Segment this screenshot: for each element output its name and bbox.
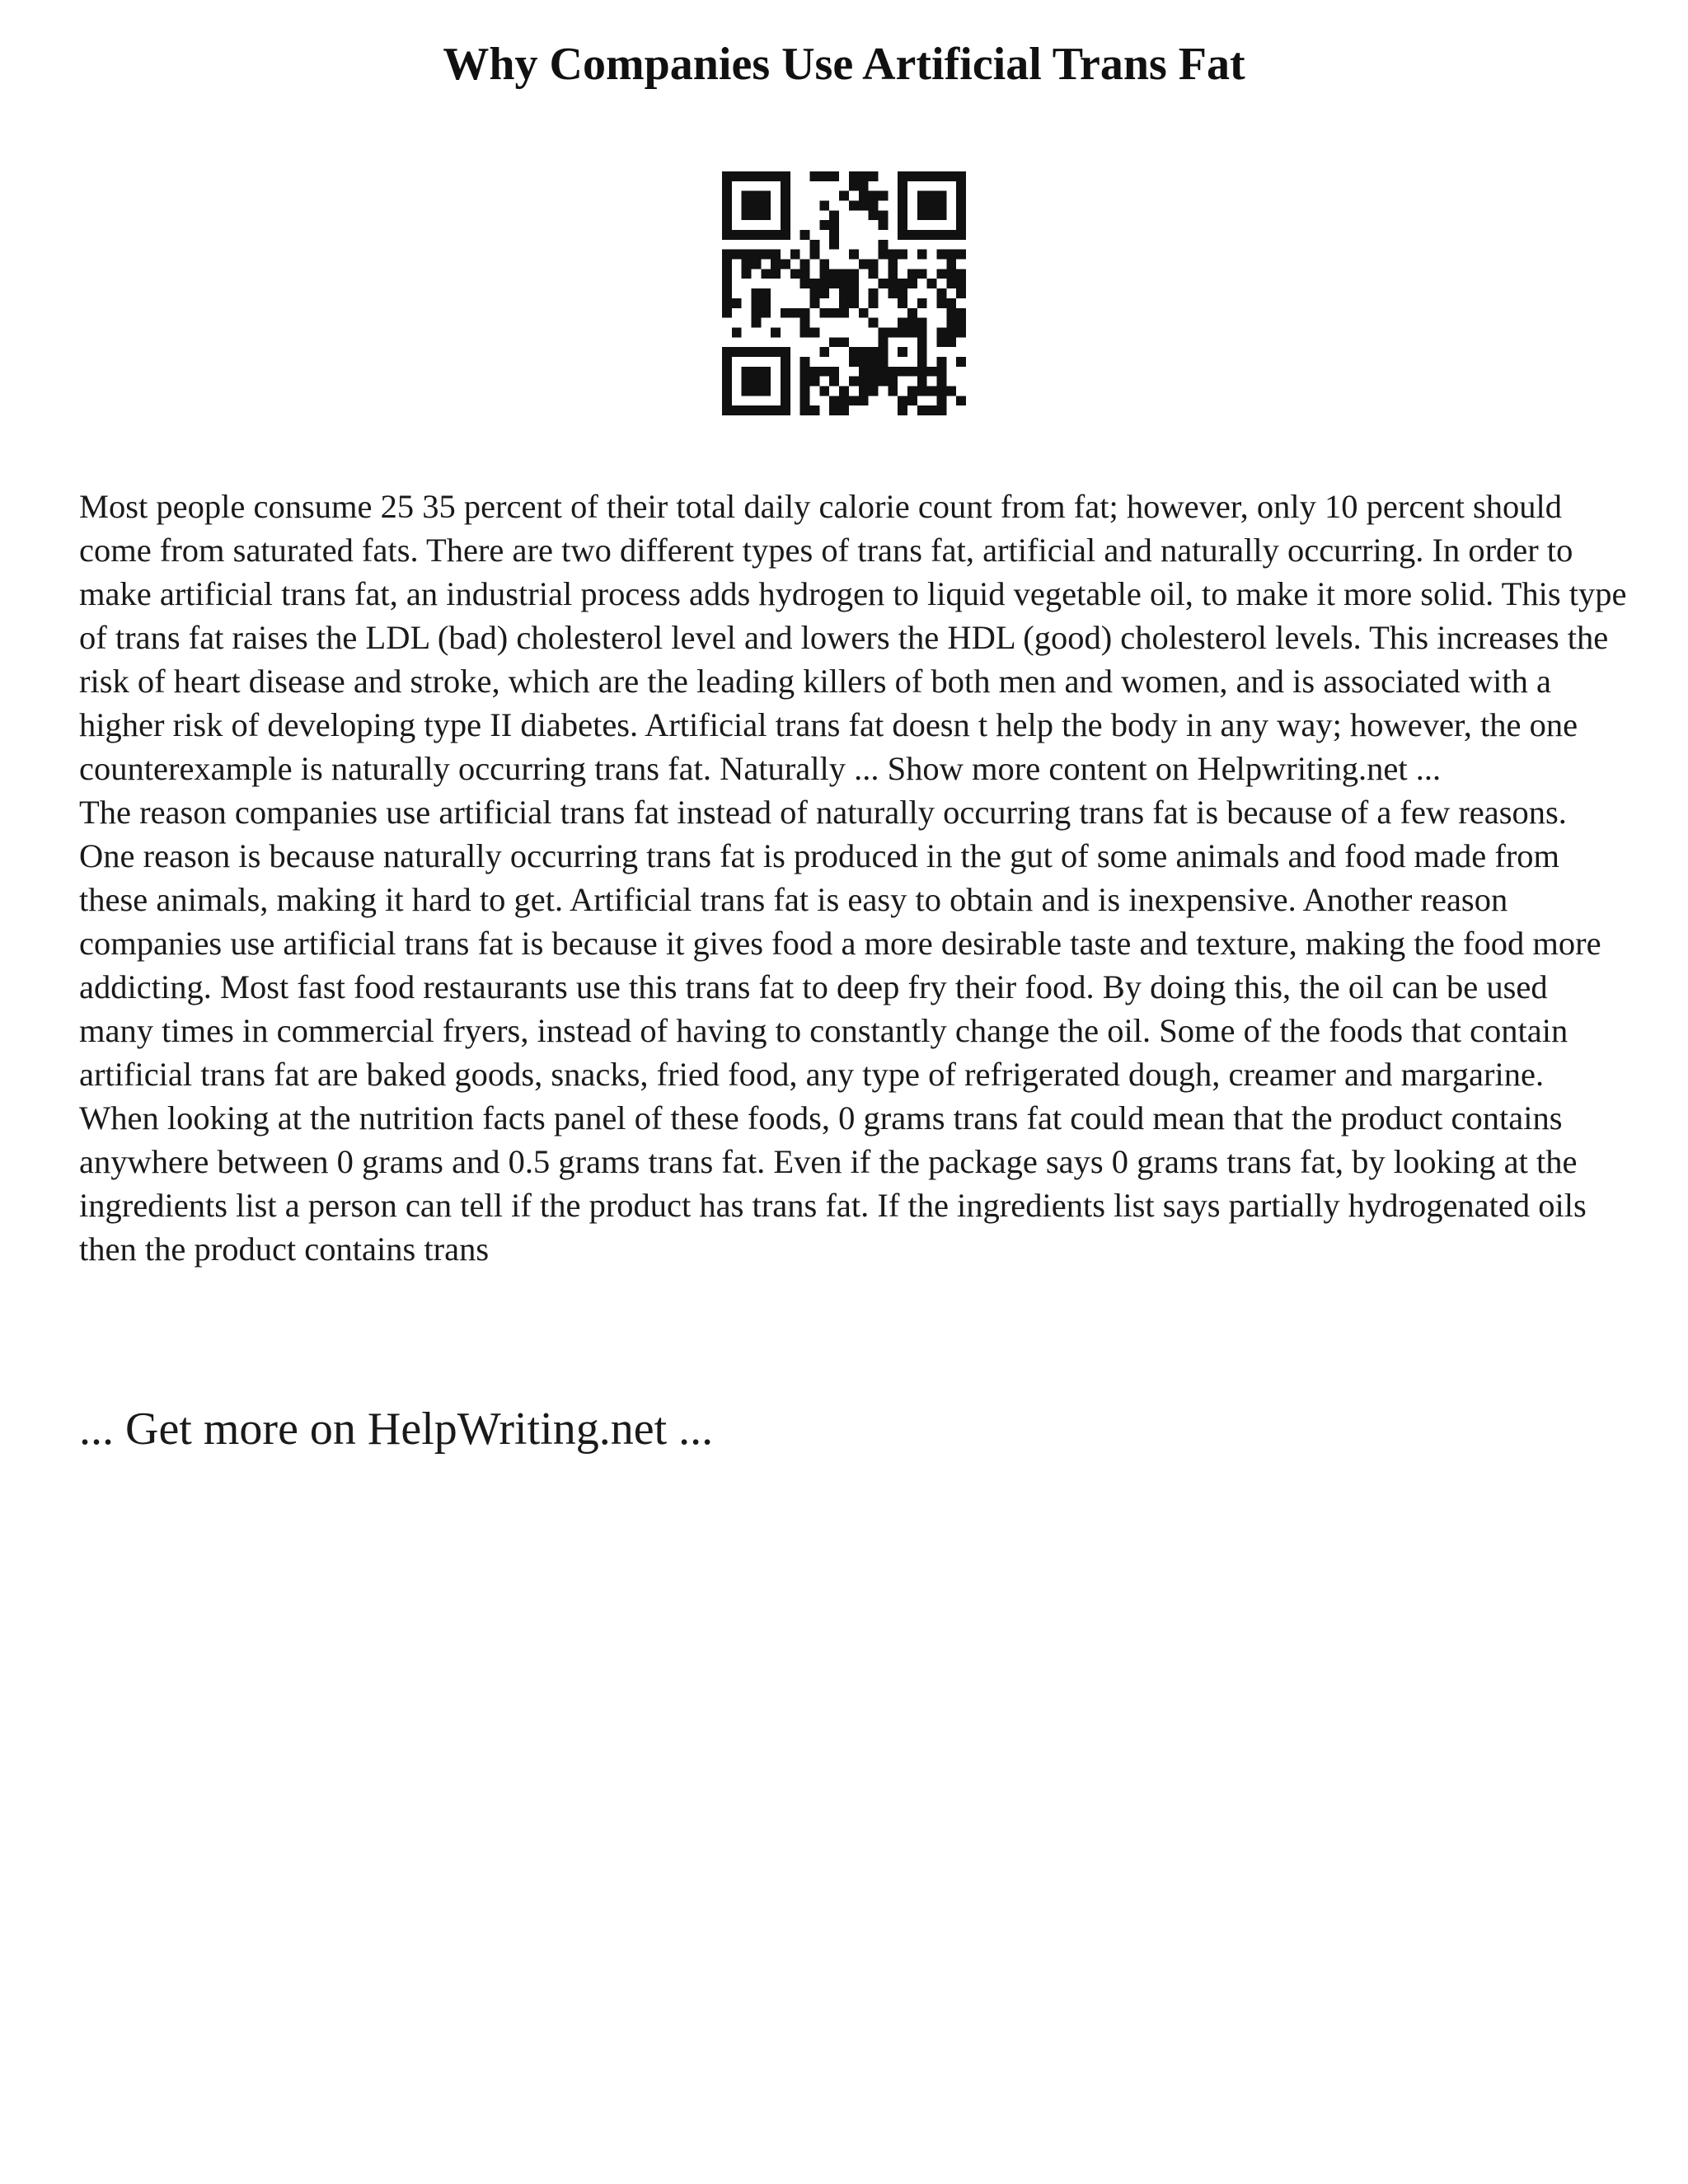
page-title: Why Companies Use Artificial Trans Fat <box>443 39 1245 90</box>
qr-module <box>819 269 829 279</box>
qr-module <box>829 240 839 250</box>
qr-module <box>936 396 946 405</box>
qr-module <box>859 386 869 396</box>
qr-module <box>752 288 762 298</box>
qr-module <box>722 288 732 298</box>
qr-module <box>917 405 927 415</box>
qr-module <box>917 298 927 308</box>
qr-module <box>888 377 898 387</box>
qr-module <box>917 386 927 396</box>
qr-module <box>869 171 879 181</box>
qr-module <box>878 377 888 387</box>
qr-alignment-core <box>898 347 907 357</box>
qr-module <box>810 288 820 298</box>
qr-module <box>761 298 771 308</box>
qr-module <box>829 220 839 230</box>
qr-module <box>819 220 829 230</box>
qr-module <box>839 396 849 405</box>
qr-module <box>810 367 820 377</box>
qr-module <box>829 171 839 181</box>
qr-module <box>829 269 839 279</box>
qr-module <box>907 396 917 405</box>
qr-module <box>752 318 762 328</box>
qr-module <box>810 377 820 387</box>
qr-module <box>859 201 869 211</box>
qr-module <box>907 269 917 279</box>
qr-module <box>956 308 966 318</box>
qr-module <box>859 191 869 201</box>
qr-module <box>936 298 946 308</box>
qr-module <box>956 269 966 279</box>
qr-module <box>859 357 869 367</box>
qr-module <box>800 377 810 387</box>
qr-module <box>829 367 839 377</box>
qr-module <box>849 279 859 288</box>
qr-module <box>888 269 898 279</box>
qr-module <box>869 377 879 387</box>
qr-module <box>800 327 810 337</box>
get-more-link[interactable]: ... Get more on HelpWriting.net ... <box>79 1404 714 1455</box>
qr-module <box>956 250 966 260</box>
qr-module <box>859 171 869 181</box>
qr-module <box>869 298 879 308</box>
qr-module <box>878 240 888 250</box>
qr-module <box>869 260 879 269</box>
qr-module <box>936 288 946 298</box>
qr-code-graphic <box>722 171 966 415</box>
article-paragraph: The reason companies use artificial trans fat instead of naturally occurring trans fat is because of a few reasons. One reason is because naturally occurring trans fat is produced in the gut of some animals and food made from these animals, making it hard to get. Artificial trans fat is easy to obtain and is inexpensive. Another reason companies use artificial trans fat is because it gives food a more desirable taste and texture, making the food more addicting. Most fast food restaurants use this trans fat to deep fry their food. By doing this, the oil can be used many times in commercial fryers, instead of having to constantly change the oil. Some of the foods that contain artificial trans fat are baked goods, snacks, fried food, any type of refrigerated dough, creamer and margarine. When looking at the nutrition facts panel of these foods, 0 grams trans fat could mean that the product contains anywhere between 0 grams and 0.5 grams trans fat. Even if the package says 0 grams trans fat, by looking at the ingredients list a person can tell if the product has trans fat. If the ingredients list says partially hydrogenated oils then the product contains trans <box>79 794 1601 1268</box>
qr-module <box>927 405 937 415</box>
qr-module <box>722 269 732 279</box>
qr-module <box>956 279 966 288</box>
qr-finder-core <box>917 191 947 221</box>
qr-module <box>898 279 907 288</box>
qr-module <box>722 298 732 308</box>
qr-module <box>752 250 762 260</box>
qr-module <box>898 405 907 415</box>
qr-module <box>849 288 859 298</box>
qr-module <box>956 357 966 367</box>
qr-module <box>946 269 956 279</box>
qr-module <box>907 279 917 288</box>
qr-module <box>810 327 820 337</box>
qr-module <box>849 357 859 367</box>
qr-module <box>946 327 956 337</box>
qr-module <box>898 396 907 405</box>
qr-module <box>869 318 879 328</box>
qr-module <box>810 405 820 415</box>
qr-module <box>907 308 917 318</box>
qr-module <box>829 405 839 415</box>
qr-code-icon <box>722 171 966 415</box>
qr-module <box>869 386 879 396</box>
qr-module <box>936 327 946 337</box>
qr-module <box>956 396 966 405</box>
qr-module <box>771 327 781 337</box>
qr-module <box>819 308 829 318</box>
qr-module <box>800 308 810 318</box>
qr-module <box>819 260 829 269</box>
qr-module <box>869 357 879 367</box>
qr-module <box>819 171 829 181</box>
qr-module <box>898 318 907 328</box>
qr-module <box>849 201 859 211</box>
qr-module <box>849 269 859 279</box>
qr-module <box>849 181 859 191</box>
qr-module <box>839 288 849 298</box>
qr-module <box>790 269 800 279</box>
qr-module <box>742 260 752 269</box>
qr-module <box>761 288 771 298</box>
qr-module <box>839 298 849 308</box>
qr-module <box>849 396 859 405</box>
qr-module <box>800 357 810 367</box>
qr-module <box>956 327 966 337</box>
qr-module <box>869 191 879 201</box>
qr-module <box>859 308 869 318</box>
qr-module <box>936 250 946 260</box>
qr-module <box>849 250 859 260</box>
qr-module <box>732 298 742 308</box>
qr-module <box>829 308 839 318</box>
qr-module <box>810 279 820 288</box>
qr-module <box>859 367 869 377</box>
article-body <box>79 485 1629 1271</box>
qr-module <box>936 367 946 377</box>
qr-module <box>936 337 946 347</box>
qr-module <box>878 279 888 288</box>
qr-module <box>888 250 898 260</box>
qr-module <box>819 279 829 288</box>
qr-module <box>946 386 956 396</box>
qr-module <box>859 396 869 405</box>
qr-module <box>859 347 869 357</box>
qr-module <box>869 201 879 211</box>
qr-module <box>771 260 781 269</box>
qr-finder-core <box>742 191 771 221</box>
qr-module <box>888 260 898 269</box>
qr-module <box>819 367 829 377</box>
qr-module <box>888 288 898 298</box>
qr-module <box>829 210 839 220</box>
qr-module <box>800 386 810 396</box>
qr-module <box>869 347 879 357</box>
qr-module <box>936 357 946 367</box>
qr-module <box>878 210 888 220</box>
qr-module <box>732 250 742 260</box>
qr-module <box>849 171 859 181</box>
qr-module <box>800 230 810 240</box>
qr-module <box>722 260 732 269</box>
qr-module <box>819 288 829 298</box>
qr-module <box>927 367 937 377</box>
qr-module <box>888 279 898 288</box>
qr-module <box>790 308 800 318</box>
qr-module <box>878 191 888 201</box>
qr-module <box>829 230 839 240</box>
qr-module <box>956 288 966 298</box>
qr-module <box>839 191 849 201</box>
qr-module <box>917 318 927 328</box>
qr-module <box>761 269 771 279</box>
qr-module <box>800 367 810 377</box>
qr-module <box>859 377 869 387</box>
qr-module <box>927 279 937 288</box>
qr-module <box>936 386 946 396</box>
qr-module <box>829 279 839 288</box>
qr-module <box>869 367 879 377</box>
qr-module <box>790 250 800 260</box>
qr-module <box>819 201 829 211</box>
qr-module <box>771 269 781 279</box>
qr-module <box>771 250 781 260</box>
qr-module <box>927 386 937 396</box>
qr-module <box>869 288 879 298</box>
qr-module <box>761 308 771 318</box>
qr-module <box>898 250 907 260</box>
qr-module <box>849 347 859 357</box>
qr-module <box>781 260 790 269</box>
qr-module <box>936 377 946 387</box>
qr-module <box>946 318 956 328</box>
qr-module <box>752 260 762 269</box>
qr-module <box>869 269 879 279</box>
qr-module <box>878 220 888 230</box>
qr-module <box>849 377 859 387</box>
qr-module <box>946 337 956 347</box>
qr-module <box>752 298 762 308</box>
qr-module <box>839 308 849 318</box>
article-paragraph: Most people consume 25 35 percent of their total daily calorie count from fat; however, only 10 percent should come from saturated fats. There are two different types of trans fat, artificial and naturally occurring. In order to make artificial trans fat, an industrial process adds hydrogen to liquid vegetable oil, to make it more solid. This type of trans fat raises the LDL (bad) cholesterol level and lowers the HDL (good) cholesterol levels. This increases the risk of heart disease and stroke, which are the leading killers of both men and women, and is associated with a higher risk of developing type II diabetes. Artificial trans fat doesn t help the body in any way; however, the one counterexample is naturally occurring trans fat. Naturally ... Show more content on Helpwriting.net ... <box>79 488 1627 787</box>
qr-module <box>839 269 849 279</box>
qr-module <box>810 171 820 181</box>
qr-module <box>936 405 946 415</box>
qr-finder-core <box>742 367 771 396</box>
qr-module <box>829 377 839 387</box>
qr-module <box>946 279 956 288</box>
qr-module <box>800 318 810 328</box>
qr-module <box>898 288 907 298</box>
qr-module <box>800 260 810 269</box>
qr-module <box>800 405 810 415</box>
qr-module <box>742 269 752 279</box>
qr-module <box>859 181 869 191</box>
qr-module <box>839 337 849 347</box>
qr-module <box>800 269 810 279</box>
qr-module <box>752 308 762 318</box>
qr-module <box>742 250 752 260</box>
qr-module <box>829 337 839 347</box>
qr-module <box>936 269 946 279</box>
qr-module <box>732 327 742 337</box>
qr-module <box>722 308 732 318</box>
qr-module <box>839 386 849 396</box>
qr-module <box>761 250 771 260</box>
qr-module <box>888 386 898 396</box>
qr-module <box>898 298 907 308</box>
qr-module <box>917 250 927 260</box>
qr-module <box>907 386 917 396</box>
qr-module <box>839 279 849 288</box>
qr-module <box>917 377 927 387</box>
qr-module <box>819 347 829 357</box>
qr-module <box>829 396 839 405</box>
qr-module <box>946 260 956 269</box>
qr-module <box>810 298 820 308</box>
qr-module <box>800 279 810 288</box>
qr-module <box>810 250 820 260</box>
qr-module <box>946 250 956 260</box>
qr-module <box>800 396 810 405</box>
qr-module <box>839 405 849 415</box>
qr-module <box>907 318 917 328</box>
qr-module <box>722 250 732 260</box>
qr-module <box>810 240 820 250</box>
qr-module <box>819 386 829 396</box>
qr-module <box>869 210 879 220</box>
qr-module <box>946 298 956 308</box>
qr-module <box>917 269 927 279</box>
qr-module <box>956 318 966 328</box>
qr-module <box>946 308 956 318</box>
qr-module <box>859 260 869 269</box>
qr-module <box>849 298 859 308</box>
qr-module <box>781 308 790 318</box>
qr-module <box>722 279 732 288</box>
qr-module <box>878 250 888 260</box>
